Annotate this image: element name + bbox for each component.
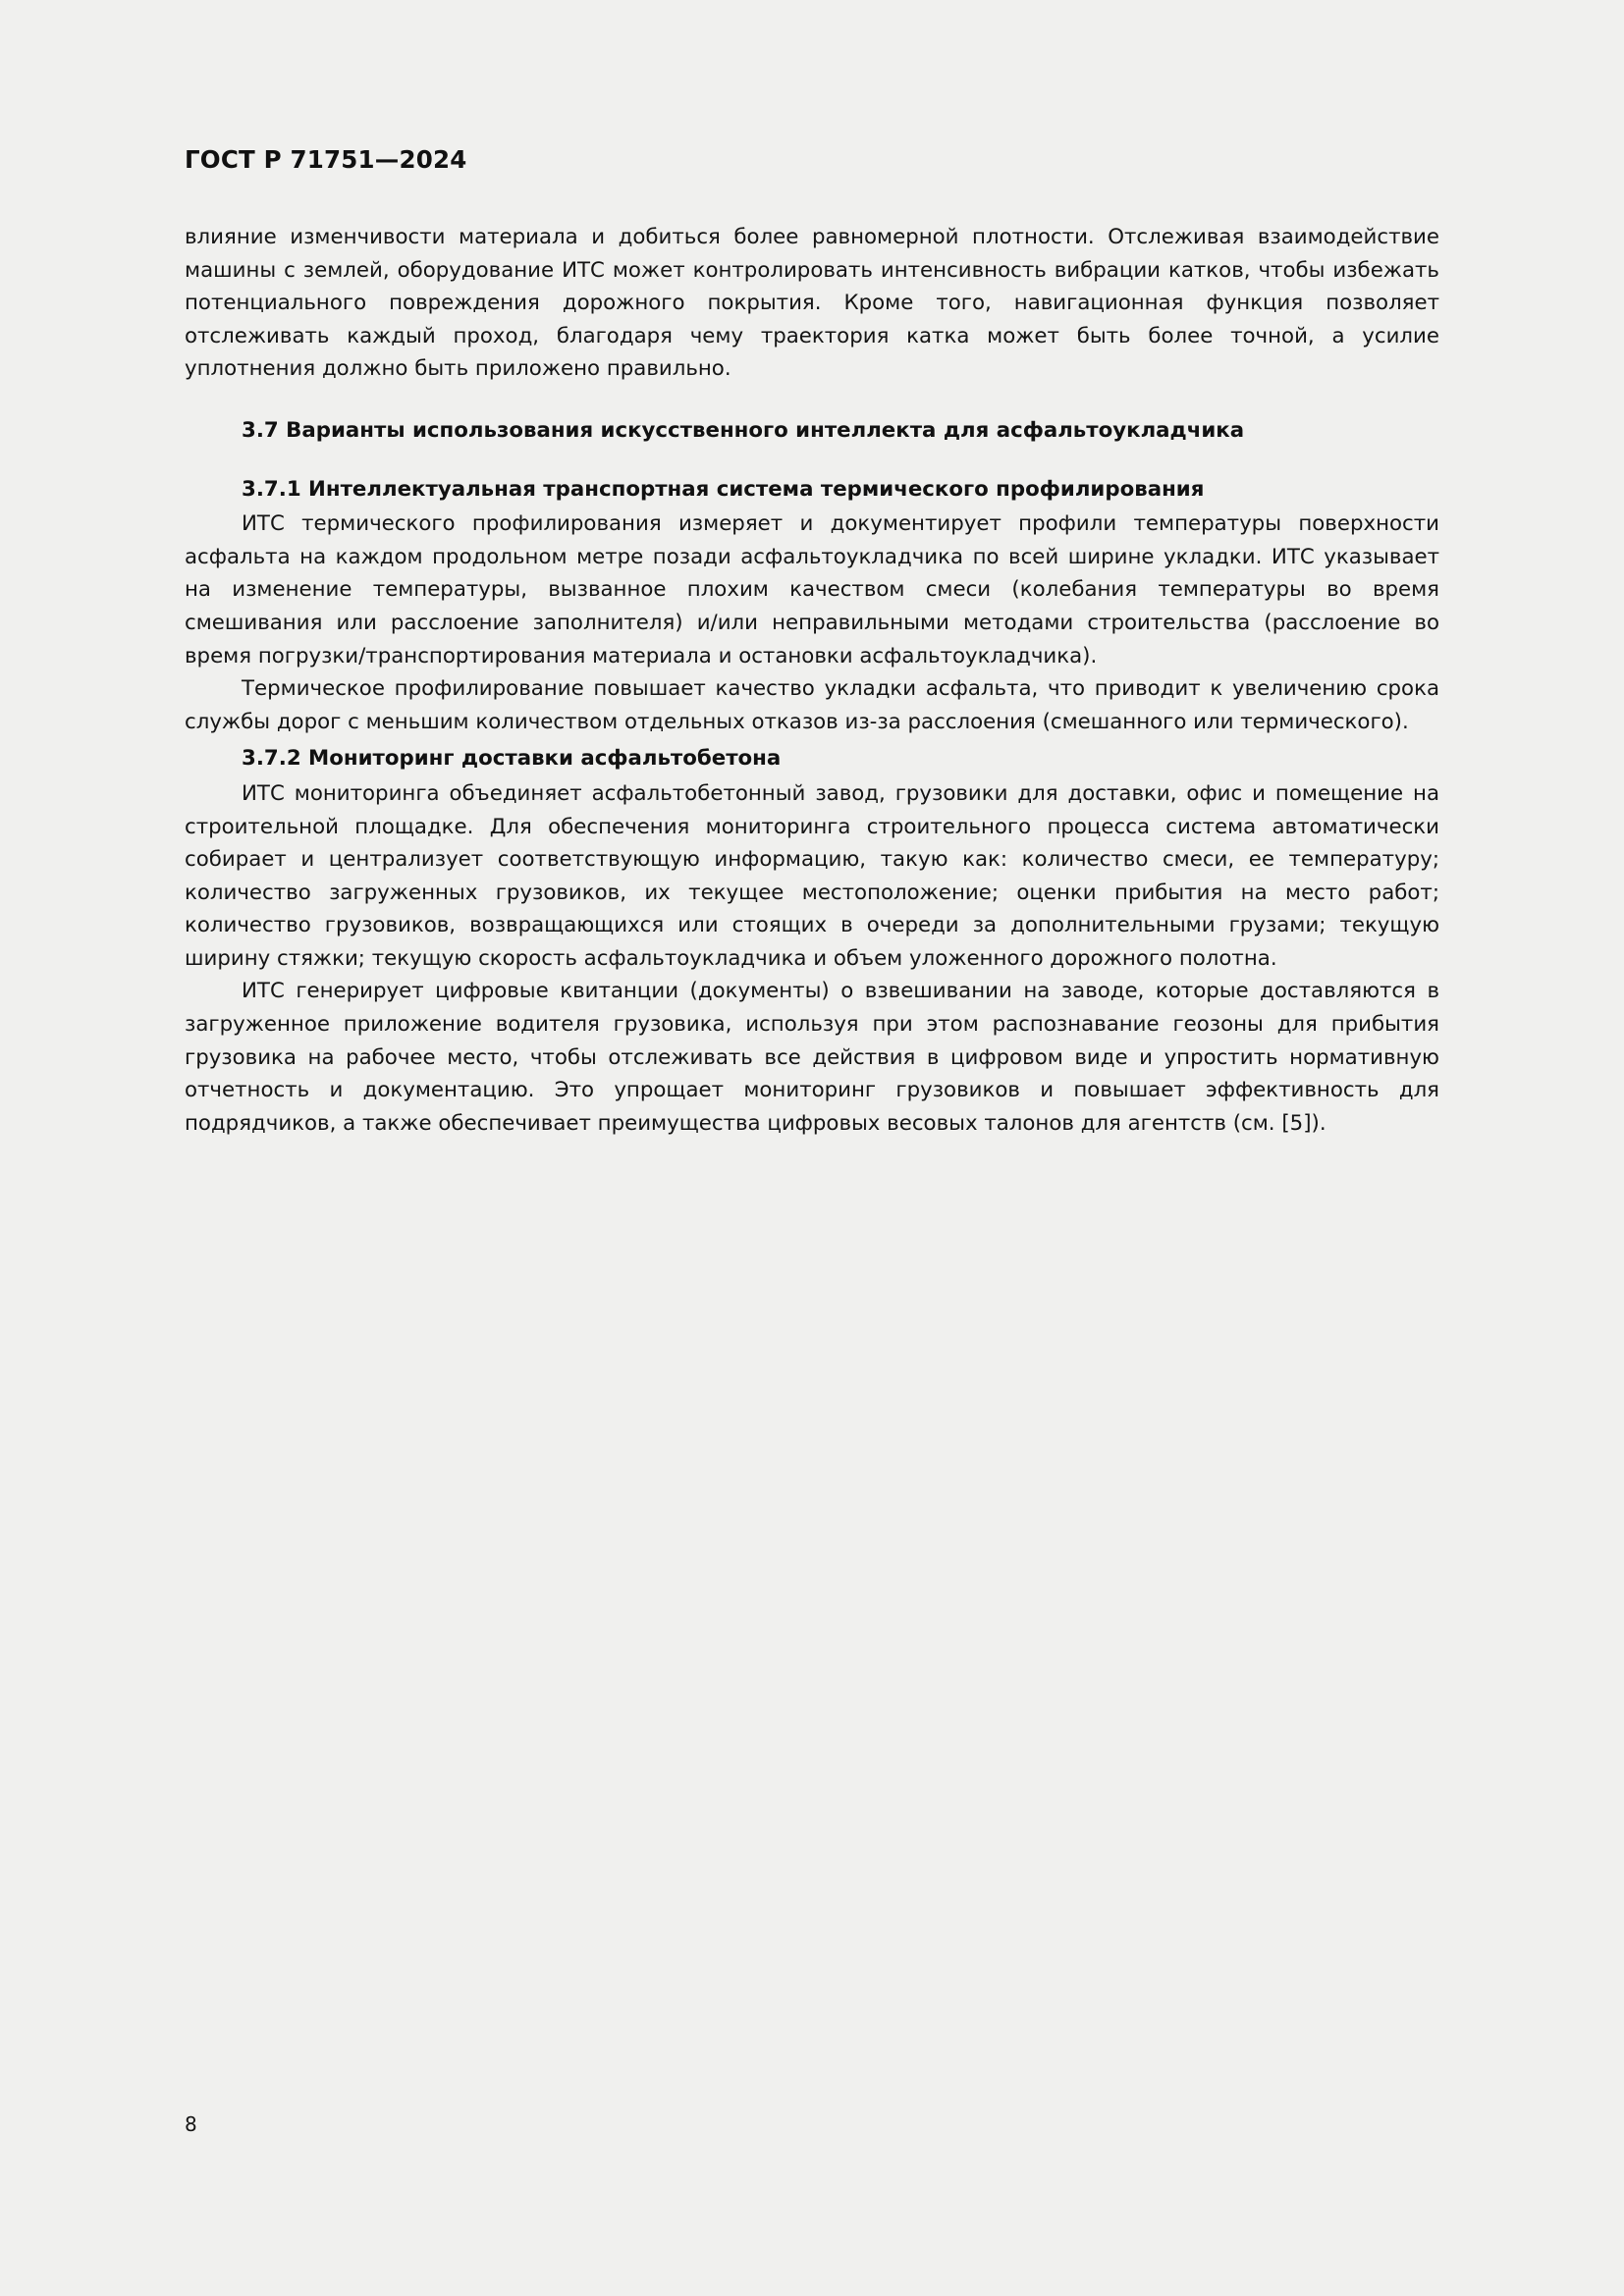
heading-3-7-1: 3.7.1 Интеллектуальная транспортная система термического профилирования [242, 476, 1205, 502]
paragraph-thermal-profiling: ИТС термического профилирования измеряет и документирует профили температуры поверхности асфальта на каждом продольном метре позади асфальтоукладчика по всей ширине укладки. ИТС указывает на изменение температуры, вызванное плохим качеством смеси (колебания температуры во время смешивания или расслоение заполнителя) и/или неправильными методами строительства (расслоение во время погрузки/транспортирования материала и остановки асфальтоукладчика). [185, 511, 1439, 668]
page-number: 8 [185, 2112, 197, 2136]
heading-3-7: 3.7 Варианты использования искусственного интеллекта для асфальтоукладчика [242, 417, 1245, 443]
standard-header: ГОСТ Р 71751—2024 [185, 145, 467, 174]
page-content [185, 145, 1439, 1140]
paragraph-delivery-monitoring: ИТС мониторинга объединяет асфальтобетонный завод, грузовики для доставки, офис и помещение на строительной площадке. Для обеспечения мониторинга строительного процесса система автоматически собирает и централизует соответствующую информацию, такую как: количество смеси, ее температуру; количество загруженных грузовиков, их текущее местоположение; оценки прибытия на место работ; количество грузовиков, возвращающихся или стоящих в очереди за дополнительными грузами; текущую ширину стяжки; текущую скорость асфальтоукладчика и объем уложенного дорожного полотна. [185, 780, 1439, 971]
paragraph-digital-receipts: ИТС генерирует цифровые квитанции (документы) о взвешивании на заводе, которые доставляются в загруженное приложение водителя грузовика, используя при этом распознавание геозоны для прибытия грузовика на рабочее место, чтобы отслеживать все действия в цифровом виде и упростить нормативную отчетность и документацию. Это упрощает мониторинг грузовиков и повышает эффективность для подрядчиков, а также обеспечивает преимущества цифровых весовых талонов для агентств (см. [5]). [185, 979, 1439, 1136]
heading-3-7-2: 3.7.2 Мониторинг доставки асфальтобетона [242, 746, 782, 772]
paragraph-continuation: влияние изменчивости материала и добиться более равномерной плотности. Отслеживая взаимодействие машины с землей, оборудование ИТС может контролировать интенсивность вибрации катков, чтобы избежать потенциального повреждения дорожного покрытия. Кроме того, навигационная функция позволяет отслеживать каждый проход, благодаря чему траектория катка может быть более точной, а усилие уплотнения должно быть приложено правильно. [185, 225, 1439, 382]
paragraph-thermal-quality: Термическое профилирование повышает качество укладки асфальта, что приводит к увеличению срока службы дорог с меньшим количеством отдельных отказов из-за расслоения (смешанного или термического). [185, 676, 1439, 734]
